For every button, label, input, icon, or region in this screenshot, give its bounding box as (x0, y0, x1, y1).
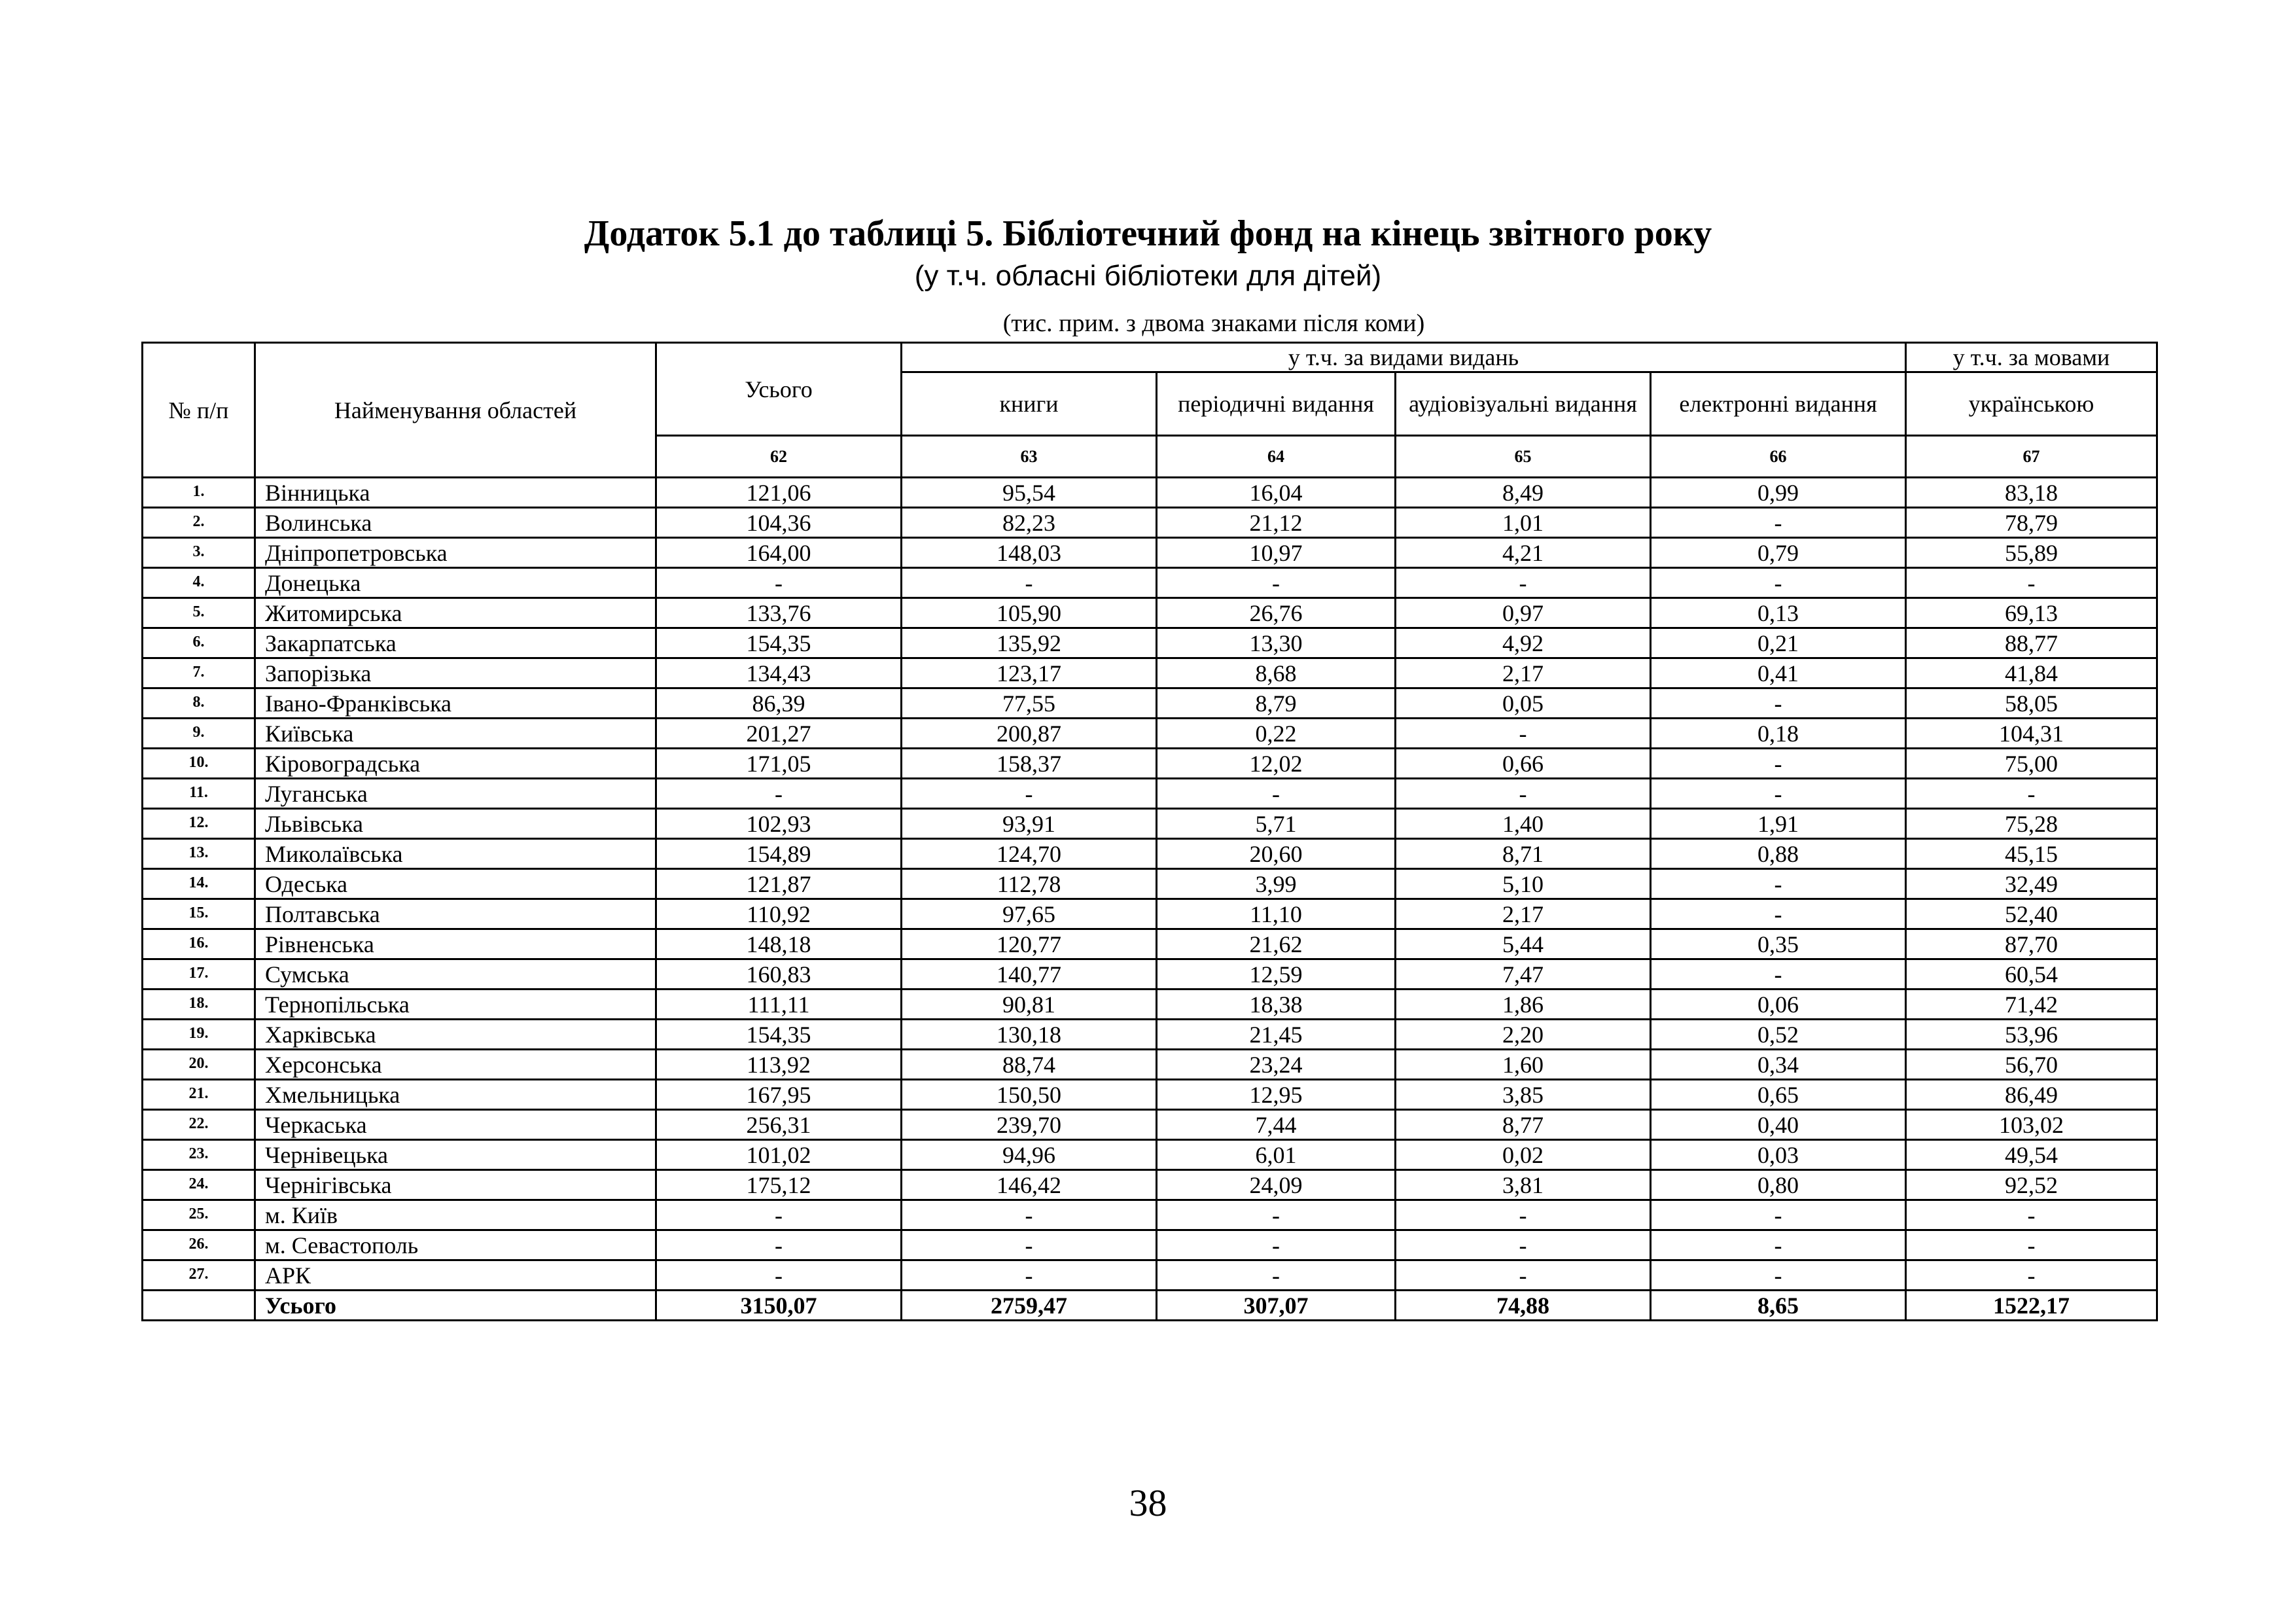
cell-periodicals: - (1157, 1260, 1396, 1291)
cell-periodicals: 3,99 (1157, 869, 1396, 899)
cell-electronic: - (1651, 899, 1906, 929)
cell-ukrainian: 55,89 (1906, 538, 2157, 568)
cell-num: 26. (143, 1230, 255, 1260)
cell-audiovisual: 3,85 (1396, 1080, 1651, 1110)
cell-total: 3150,07 (656, 1291, 902, 1321)
cell-num: 6. (143, 628, 255, 658)
cell-electronic: 0,80 (1651, 1170, 1906, 1200)
cell-books: 93,91 (902, 809, 1157, 839)
cell-total: 201,27 (656, 719, 902, 749)
table-row (143, 538, 2157, 568)
cell-ukrainian: 53,96 (1906, 1020, 2157, 1050)
cell-num: 12. (143, 809, 255, 839)
cell-name: Чернівецька (255, 1140, 656, 1170)
cell-periodicals: 21,45 (1157, 1020, 1396, 1050)
cell-name: Житомирська (255, 598, 656, 628)
cell-periodicals: 11,10 (1157, 899, 1396, 929)
cell-name: м. Севастополь (255, 1230, 656, 1260)
header-audiovisual: аудіовізуальні видання (1396, 372, 1651, 436)
cell-total: 154,35 (656, 1020, 902, 1050)
cell-ukrainian: 75,00 (1906, 749, 2157, 779)
cell-total: 104,36 (656, 508, 902, 538)
cell-books: 158,37 (902, 749, 1157, 779)
cell-total: - (656, 568, 902, 598)
cell-ukrainian: 88,77 (1906, 628, 2157, 658)
cell-ukrainian: 83,18 (1906, 478, 2157, 508)
cell-num: 1. (143, 478, 255, 508)
cell-total: 154,89 (656, 839, 902, 869)
cell-total: 121,87 (656, 869, 902, 899)
header-periodicals: періодичні видання (1157, 372, 1396, 436)
cell-audiovisual: - (1396, 719, 1651, 749)
cell-books: 97,65 (902, 899, 1157, 929)
cell-electronic: 0,99 (1651, 478, 1906, 508)
cell-name: Рівненська (255, 929, 656, 959)
cell-ukrainian: 41,84 (1906, 658, 2157, 688)
cell-total: 256,31 (656, 1110, 902, 1140)
cell-audiovisual: 1,01 (1396, 508, 1651, 538)
cell-num: 24. (143, 1170, 255, 1200)
cell-name: Чернігівська (255, 1170, 656, 1200)
table-row (143, 688, 2157, 719)
cell-electronic: 0,06 (1651, 990, 1906, 1020)
cell-periodicals: 6,01 (1157, 1140, 1396, 1170)
cell-total: 111,11 (656, 990, 902, 1020)
cell-audiovisual: 74,88 (1396, 1291, 1651, 1321)
column-code: 67 (1906, 436, 2157, 478)
cell-audiovisual: 5,44 (1396, 929, 1651, 959)
table-row (143, 899, 2157, 929)
table-row (143, 719, 2157, 749)
cell-num: 18. (143, 990, 255, 1020)
cell-name: Хмельницька (255, 1080, 656, 1110)
cell-total: - (656, 1200, 902, 1230)
cell-name: Харківська (255, 1020, 656, 1050)
cell-name: Тернопільська (255, 990, 656, 1020)
table-row (143, 478, 2157, 508)
header-electronic: електронні видання (1651, 372, 1906, 436)
cell-audiovisual: 0,02 (1396, 1140, 1651, 1170)
cell-audiovisual: 0,05 (1396, 688, 1651, 719)
cell-periodicals: 12,02 (1157, 749, 1396, 779)
cell-books: 146,42 (902, 1170, 1157, 1200)
cell-periodicals: - (1157, 1230, 1396, 1260)
cell-num: 3. (143, 538, 255, 568)
cell-electronic: - (1651, 1230, 1906, 1260)
cell-periodicals: 23,24 (1157, 1050, 1396, 1080)
cell-audiovisual: 1,40 (1396, 809, 1651, 839)
cell-audiovisual: - (1396, 568, 1651, 598)
cell-name: Вінницька (255, 478, 656, 508)
header-region-name: Найменування областей (255, 343, 656, 478)
table-row (143, 959, 2157, 990)
column-code: 64 (1157, 436, 1396, 478)
cell-periodicals: 26,76 (1157, 598, 1396, 628)
cell-num: 5. (143, 598, 255, 628)
cell-audiovisual: 2,20 (1396, 1020, 1651, 1050)
cell-electronic: - (1651, 508, 1906, 538)
cell-name: Запорізька (255, 658, 656, 688)
cell-total: 160,83 (656, 959, 902, 990)
cell-name: Івано-Франківська (255, 688, 656, 719)
cell-electronic: 0,35 (1651, 929, 1906, 959)
table-row (143, 1200, 2157, 1230)
cell-ukrainian: 69,13 (1906, 598, 2157, 628)
cell-ukrainian: - (1906, 779, 2157, 809)
cell-name: Волинська (255, 508, 656, 538)
cell-periodicals: 8,68 (1157, 658, 1396, 688)
cell-total: 110,92 (656, 899, 902, 929)
cell-periodicals: 13,30 (1157, 628, 1396, 658)
cell-ukrainian: 87,70 (1906, 929, 2157, 959)
cell-name: Миколаївська (255, 839, 656, 869)
cell-ukrainian: 103,02 (1906, 1110, 2157, 1140)
cell-books: - (902, 779, 1157, 809)
cell-audiovisual: 3,81 (1396, 1170, 1651, 1200)
cell-books: 95,54 (902, 478, 1157, 508)
cell-books: 82,23 (902, 508, 1157, 538)
cell-electronic: - (1651, 1260, 1906, 1291)
table-row (143, 658, 2157, 688)
column-code: 66 (1651, 436, 1906, 478)
cell-total: - (656, 1260, 902, 1291)
cell-num: 27. (143, 1260, 255, 1291)
column-code: 62 (656, 436, 902, 478)
cell-ukrainian: - (1906, 1260, 2157, 1291)
cell-num: 11. (143, 779, 255, 809)
header-num: № п/п (143, 343, 255, 478)
cell-ukrainian: 75,28 (1906, 809, 2157, 839)
cell-books: 77,55 (902, 688, 1157, 719)
table-row (143, 508, 2157, 538)
cell-books: 105,90 (902, 598, 1157, 628)
cell-periodicals: 0,22 (1157, 719, 1396, 749)
table-row (143, 1080, 2157, 1110)
cell-num: 22. (143, 1110, 255, 1140)
cell-ukrainian: 60,54 (1906, 959, 2157, 990)
cell-audiovisual: 8,71 (1396, 839, 1651, 869)
cell-audiovisual: 0,66 (1396, 749, 1651, 779)
cell-num: 20. (143, 1050, 255, 1080)
cell-periodicals: 7,44 (1157, 1110, 1396, 1140)
cell-books: 120,77 (902, 929, 1157, 959)
cell-books: 200,87 (902, 719, 1157, 749)
cell-books: 140,77 (902, 959, 1157, 990)
library-fund-table (141, 342, 2158, 1321)
cell-num: 10. (143, 749, 255, 779)
table-row (143, 749, 2157, 779)
cell-ukrainian: 104,31 (1906, 719, 2157, 749)
cell-books: 239,70 (902, 1110, 1157, 1140)
table-row (143, 869, 2157, 899)
table-row (143, 1140, 2157, 1170)
cell-electronic: - (1651, 959, 1906, 990)
cell-electronic: 8,65 (1651, 1291, 1906, 1321)
cell-total: 148,18 (656, 929, 902, 959)
cell-books: 124,70 (902, 839, 1157, 869)
cell-ukrainian: - (1906, 568, 2157, 598)
cell-electronic: 0,18 (1651, 719, 1906, 749)
cell-audiovisual: 2,17 (1396, 899, 1651, 929)
header-total: Усього (656, 343, 902, 436)
cell-periodicals: 21,62 (1157, 929, 1396, 959)
cell-ukrainian: 45,15 (1906, 839, 2157, 869)
cell-periodicals: - (1157, 779, 1396, 809)
cell-audiovisual: 1,86 (1396, 990, 1651, 1020)
cell-periodicals: 20,60 (1157, 839, 1396, 869)
cell-periodicals: 16,04 (1157, 478, 1396, 508)
cell-num: 7. (143, 658, 255, 688)
cell-ukrainian: 1522,17 (1906, 1291, 2157, 1321)
cell-name: Черкаська (255, 1110, 656, 1140)
cell-periodicals: 307,07 (1157, 1291, 1396, 1321)
cell-name: Кіровоградська (255, 749, 656, 779)
cell-books: 2759,47 (902, 1291, 1157, 1321)
cell-name: Херсонська (255, 1050, 656, 1080)
cell-periodicals: 5,71 (1157, 809, 1396, 839)
cell-audiovisual: - (1396, 1260, 1651, 1291)
cell-name: АРК (255, 1260, 656, 1291)
table-row (143, 598, 2157, 628)
cell-num: 8. (143, 688, 255, 719)
cell-name: Одеська (255, 869, 656, 899)
cell-total: 102,93 (656, 809, 902, 839)
table-row (143, 1260, 2157, 1291)
cell-num: 21. (143, 1080, 255, 1110)
cell-num: 17. (143, 959, 255, 990)
cell-total: 167,95 (656, 1080, 902, 1110)
table-row (143, 929, 2157, 959)
cell-ukrainian: 86,49 (1906, 1080, 2157, 1110)
cell-books: - (902, 568, 1157, 598)
table-row (143, 809, 2157, 839)
table-row (143, 1020, 2157, 1050)
document-subtitle: (у т.ч. обласні бібліотеки для дітей) (914, 260, 1382, 292)
cell-ukrainian: 49,54 (1906, 1140, 2157, 1170)
cell-ukrainian: 71,42 (1906, 990, 2157, 1020)
cell-total: 154,35 (656, 628, 902, 658)
cell-num: 4. (143, 568, 255, 598)
header-group-languages: у т.ч. за мовами (1906, 343, 2157, 372)
cell-audiovisual: 1,60 (1396, 1050, 1651, 1080)
cell-num: 14. (143, 869, 255, 899)
cell-books: 150,50 (902, 1080, 1157, 1110)
cell-books: 90,81 (902, 990, 1157, 1020)
cell-ukrainian: 32,49 (1906, 869, 2157, 899)
cell-name: Сумська (255, 959, 656, 990)
column-code: 63 (902, 436, 1157, 478)
cell-electronic: 0,65 (1651, 1080, 1906, 1110)
cell-ukrainian: 78,79 (1906, 508, 2157, 538)
cell-periodicals: 12,95 (1157, 1080, 1396, 1110)
cell-electronic: 0,03 (1651, 1140, 1906, 1170)
cell-total: 86,39 (656, 688, 902, 719)
document-title: Додаток 5.1 до таблиці 5. Бібліотечний фонд на кінець звітного року (584, 213, 1712, 254)
cell-num: 15. (143, 899, 255, 929)
cell-audiovisual: 4,92 (1396, 628, 1651, 658)
cell-audiovisual: - (1396, 1230, 1651, 1260)
cell-name: Львівська (255, 809, 656, 839)
cell-electronic: 0,79 (1651, 538, 1906, 568)
cell-audiovisual: - (1396, 1200, 1651, 1230)
total-row (143, 1291, 2157, 1321)
cell-periodicals: - (1157, 568, 1396, 598)
cell-electronic: - (1651, 1200, 1906, 1230)
table-row (143, 779, 2157, 809)
cell-electronic: - (1651, 568, 1906, 598)
cell-ukrainian: - (1906, 1200, 2157, 1230)
cell-electronic: 0,34 (1651, 1050, 1906, 1080)
cell-ukrainian: - (1906, 1230, 2157, 1260)
cell-ukrainian: 52,40 (1906, 899, 2157, 929)
cell-num: 19. (143, 1020, 255, 1050)
cell-audiovisual: - (1396, 779, 1651, 809)
cell-name: Закарпатська (255, 628, 656, 658)
cell-audiovisual: 8,77 (1396, 1110, 1651, 1140)
table-row (143, 568, 2157, 598)
cell-electronic: 0,13 (1651, 598, 1906, 628)
cell-name: Луганська (255, 779, 656, 809)
cell-num: 23. (143, 1140, 255, 1170)
cell-periodicals: 8,79 (1157, 688, 1396, 719)
cell-audiovisual: 2,17 (1396, 658, 1651, 688)
cell-total: 113,92 (656, 1050, 902, 1080)
units-note: (тис. прим. з двома знаками після коми) (1002, 310, 1425, 337)
cell-ukrainian: 58,05 (1906, 688, 2157, 719)
cell-electronic: 1,91 (1651, 809, 1906, 839)
table-row (143, 1230, 2157, 1260)
cell-num: 9. (143, 719, 255, 749)
cell-total: 171,05 (656, 749, 902, 779)
cell-electronic: - (1651, 688, 1906, 719)
cell-name: Усього (255, 1291, 656, 1321)
cell-electronic: 0,40 (1651, 1110, 1906, 1140)
cell-audiovisual: 8,49 (1396, 478, 1651, 508)
cell-num: 2. (143, 508, 255, 538)
cell-audiovisual: 7,47 (1396, 959, 1651, 990)
cell-periodicals: 24,09 (1157, 1170, 1396, 1200)
cell-books: 88,74 (902, 1050, 1157, 1080)
cell-audiovisual: 0,97 (1396, 598, 1651, 628)
cell-periodicals: 12,59 (1157, 959, 1396, 990)
column-code: 65 (1396, 436, 1651, 478)
table-row (143, 1110, 2157, 1140)
cell-total: - (656, 779, 902, 809)
cell-electronic: 0,88 (1651, 839, 1906, 869)
cell-total: 133,76 (656, 598, 902, 628)
cell-electronic: 0,41 (1651, 658, 1906, 688)
cell-name: м. Київ (255, 1200, 656, 1230)
cell-periodicals: 10,97 (1157, 538, 1396, 568)
cell-books: - (902, 1260, 1157, 1291)
cell-books: 130,18 (902, 1020, 1157, 1050)
cell-audiovisual: 4,21 (1396, 538, 1651, 568)
table-row (143, 628, 2157, 658)
cell-ukrainian: 56,70 (1906, 1050, 2157, 1080)
cell-total: 134,43 (656, 658, 902, 688)
cell-total: 101,02 (656, 1140, 902, 1170)
header-books: книги (902, 372, 1157, 436)
cell-electronic: 0,52 (1651, 1020, 1906, 1050)
cell-total: - (656, 1230, 902, 1260)
cell-books: - (902, 1230, 1157, 1260)
cell-books: - (902, 1200, 1157, 1230)
table-row (143, 1050, 2157, 1080)
cell-electronic: - (1651, 869, 1906, 899)
cell-name: Київська (255, 719, 656, 749)
cell-total: 164,00 (656, 538, 902, 568)
table-body (143, 478, 2157, 1321)
cell-electronic: - (1651, 749, 1906, 779)
table-row (143, 990, 2157, 1020)
cell-electronic: 0,21 (1651, 628, 1906, 658)
cell-num (143, 1291, 255, 1321)
cell-electronic: - (1651, 779, 1906, 809)
cell-name: Полтавська (255, 899, 656, 929)
cell-num: 13. (143, 839, 255, 869)
header-ukrainian: українською (1906, 372, 2157, 436)
cell-num: 16. (143, 929, 255, 959)
cell-books: 112,78 (902, 869, 1157, 899)
cell-periodicals: 18,38 (1157, 990, 1396, 1020)
cell-books: 135,92 (902, 628, 1157, 658)
table-row (143, 1170, 2157, 1200)
cell-name: Дніпропетровська (255, 538, 656, 568)
header-group-types: у т.ч. за видами видань (902, 343, 1906, 372)
cell-periodicals: 21,12 (1157, 508, 1396, 538)
table-row (143, 839, 2157, 869)
cell-audiovisual: 5,10 (1396, 869, 1651, 899)
cell-books: 148,03 (902, 538, 1157, 568)
page-number: 38 (1129, 1482, 1167, 1524)
cell-name: Донецька (255, 568, 656, 598)
cell-books: 123,17 (902, 658, 1157, 688)
cell-total: 121,06 (656, 478, 902, 508)
cell-num: 25. (143, 1200, 255, 1230)
cell-books: 94,96 (902, 1140, 1157, 1170)
cell-periodicals: - (1157, 1200, 1396, 1230)
cell-ukrainian: 92,52 (1906, 1170, 2157, 1200)
cell-total: 175,12 (656, 1170, 902, 1200)
